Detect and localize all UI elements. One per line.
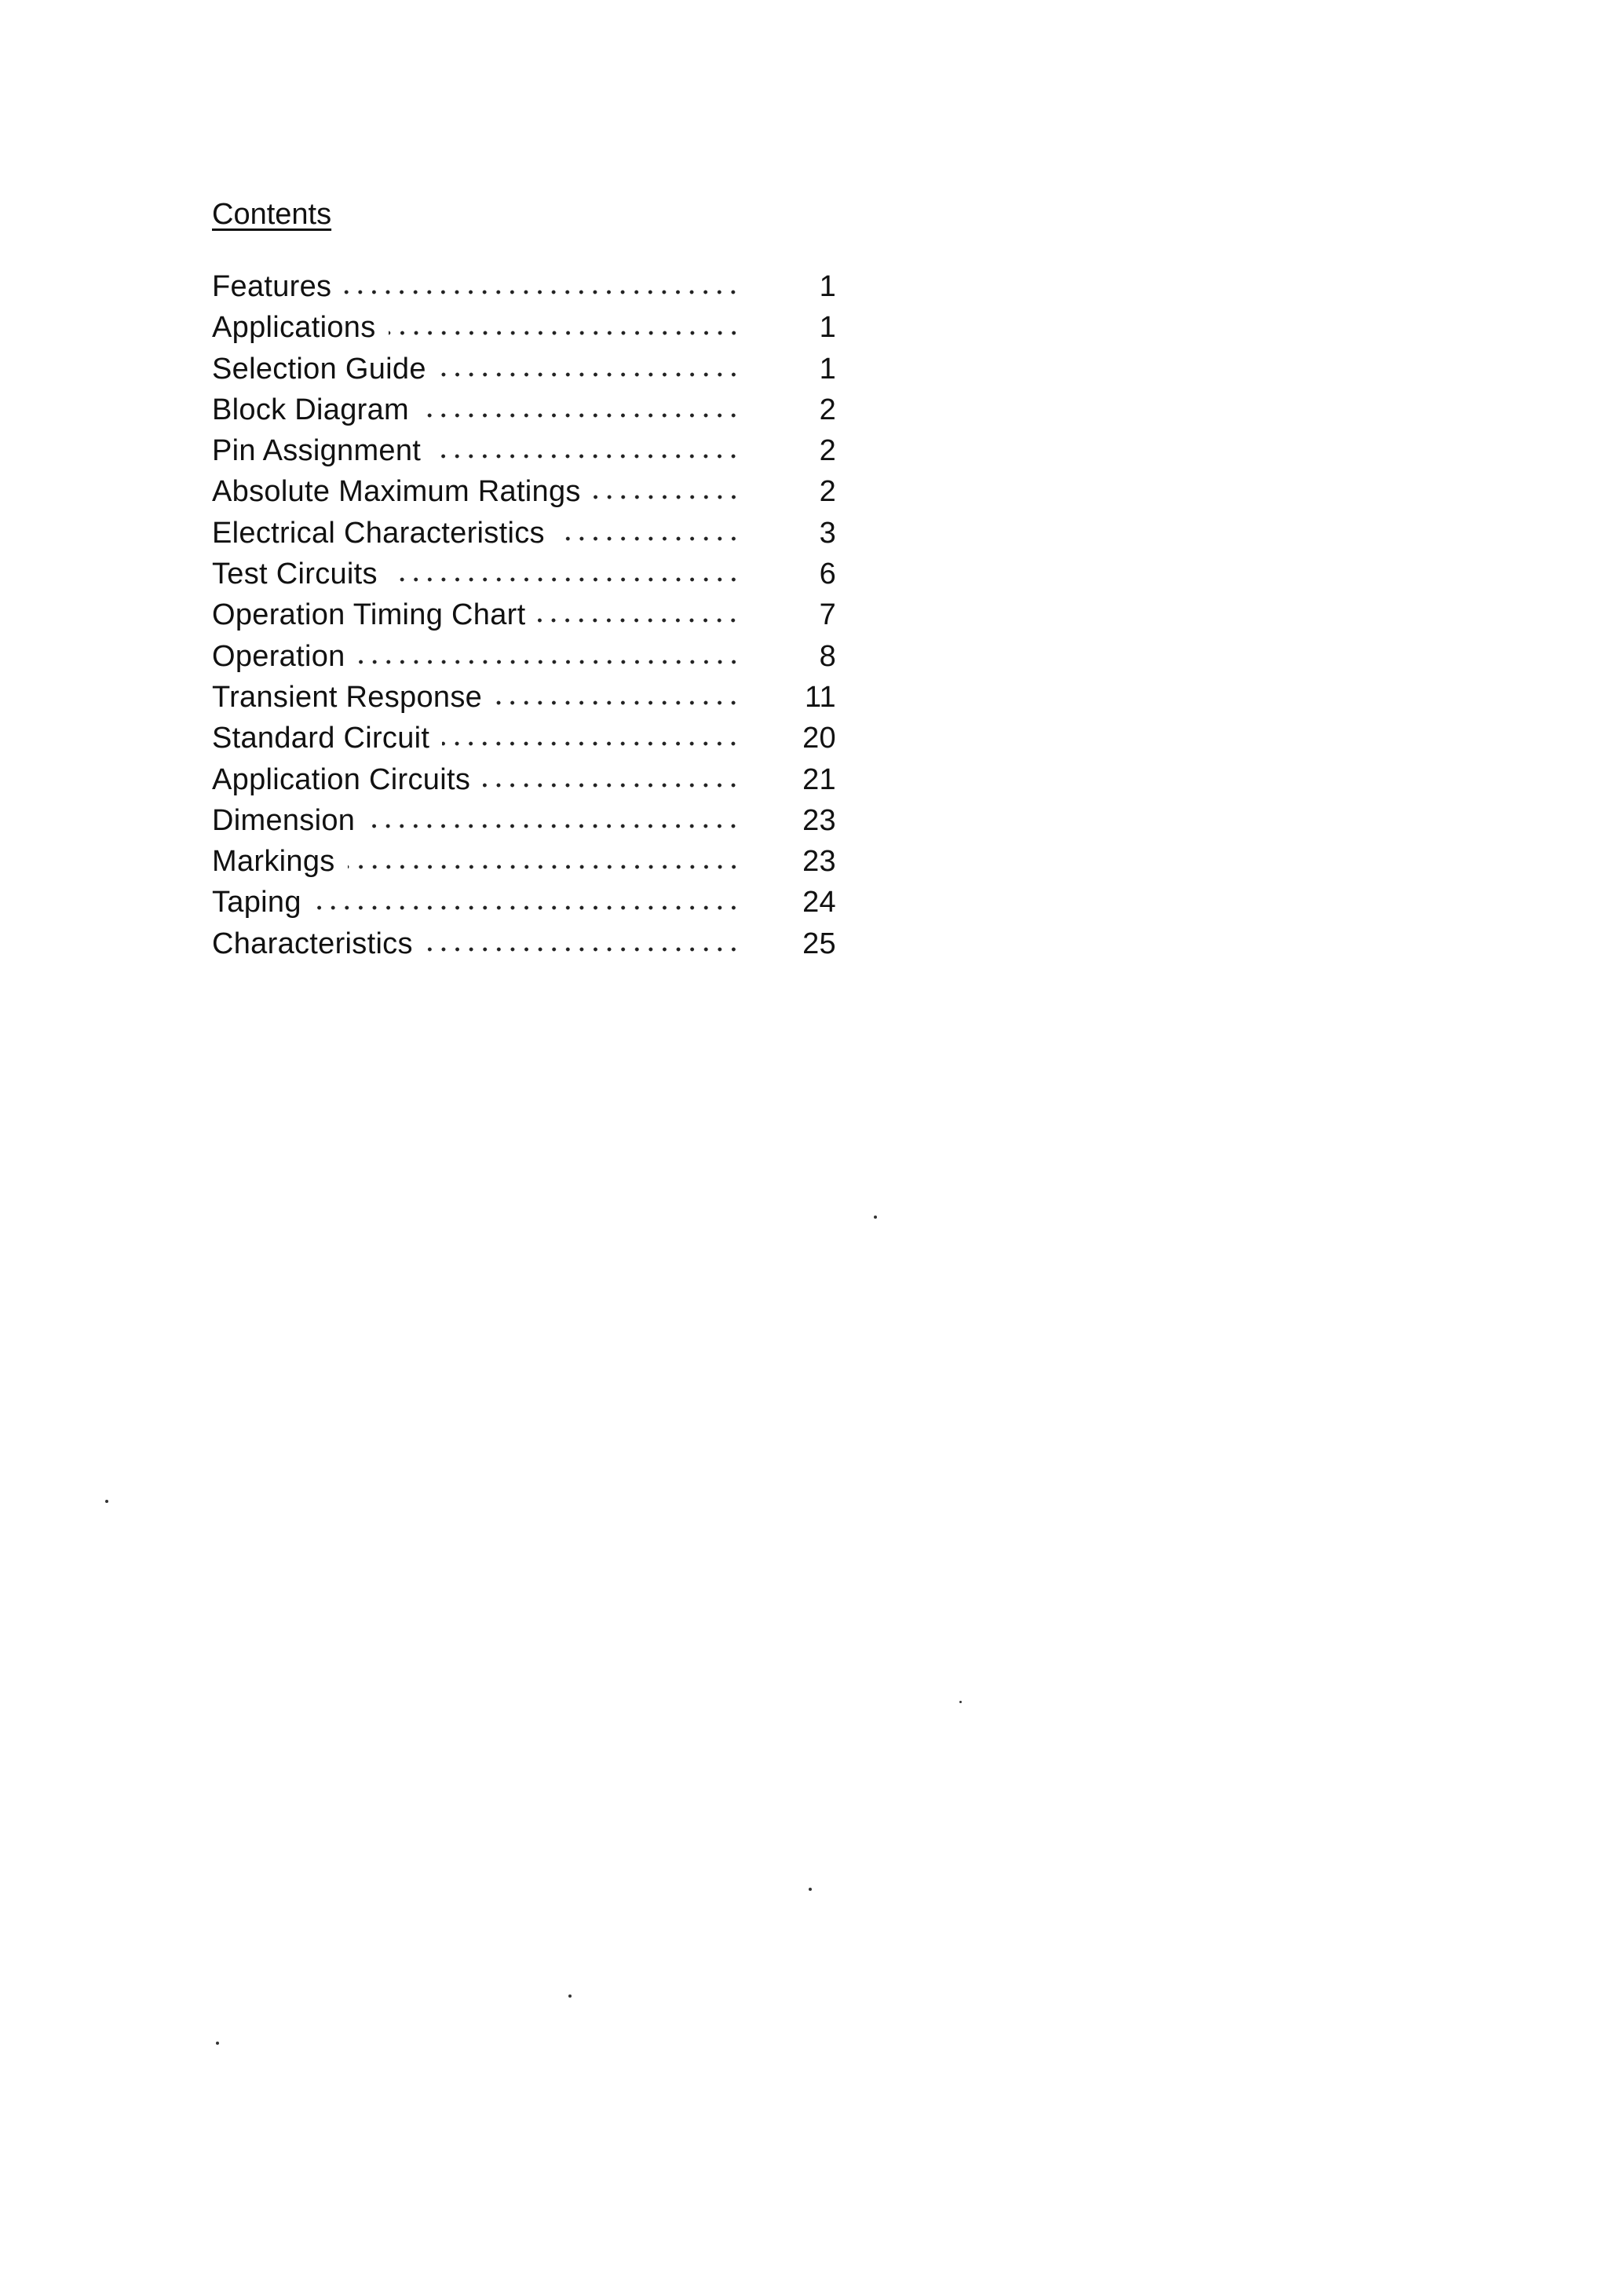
toc-entry-label: Test Circuits <box>212 558 378 591</box>
dot-leader <box>367 824 740 828</box>
toc-entry-label: Characteristics <box>212 927 413 960</box>
dot-leader <box>433 454 740 459</box>
toc-entry-label: Dimension <box>212 803 356 837</box>
dot-leader <box>439 372 740 377</box>
toc-entry <box>212 270 836 311</box>
toc-entry-label: Electrical Characteristics <box>212 516 545 550</box>
toc-entry-label: Operation Timing Chart <box>212 598 526 632</box>
dot-leader <box>483 783 740 788</box>
dot-leader <box>314 905 740 910</box>
dot-leader <box>389 331 741 335</box>
toc-entry-label: Operation <box>212 639 345 673</box>
toc-entry <box>212 558 836 598</box>
scan-speck <box>216 2042 219 2045</box>
toc-entry-page: 20 <box>802 722 836 755</box>
toc-entry-page: 1 <box>819 311 836 345</box>
toc-entry-label: Standard Circuit <box>212 722 430 755</box>
toc-entry-label: Transient Response <box>212 680 483 714</box>
dot-leader <box>442 741 740 746</box>
toc-entry-label: Features <box>212 270 332 303</box>
toc-entry-page: 24 <box>802 886 836 919</box>
toc-entry-label: Taping <box>212 886 301 919</box>
scan-speck <box>105 1500 108 1503</box>
toc-entry-page: 25 <box>802 927 836 960</box>
toc-entry <box>212 640 836 681</box>
toc-entry-label: Selection Guide <box>212 352 426 386</box>
dot-leader <box>390 577 740 582</box>
toc-entry <box>212 311 836 352</box>
dot-leader <box>344 290 740 294</box>
toc-entry <box>212 598 836 639</box>
toc-entry <box>212 434 836 475</box>
toc-entry-page: 1 <box>819 270 836 303</box>
scan-speck <box>568 1994 572 1998</box>
dot-leader <box>538 618 740 623</box>
toc-entry-label: Application Circuits <box>212 762 471 796</box>
scan-speck <box>959 1701 962 1703</box>
toc-entry <box>212 353 836 393</box>
toc-entry-page: 2 <box>819 434 836 468</box>
toc-entry-page: 2 <box>819 393 836 426</box>
toc-entry-page: 3 <box>819 516 836 550</box>
toc-entry <box>212 927 836 968</box>
toc-entry <box>212 393 836 434</box>
contents-heading: Contents <box>212 198 332 231</box>
scan-speck <box>874 1216 877 1219</box>
toc-entry <box>212 804 836 845</box>
toc-entry <box>212 517 836 558</box>
toc-entry-page: 21 <box>802 762 836 796</box>
toc-entry-label: Absolute Maximum Ratings <box>212 475 581 509</box>
toc-entry-label: Markings <box>212 845 335 879</box>
dot-leader <box>348 865 740 869</box>
toc-entry <box>212 886 836 927</box>
dot-leader <box>426 947 740 952</box>
toc-entry-label: Block Diagram <box>212 393 409 426</box>
table-of-contents <box>212 270 836 968</box>
toc-entry-page: 6 <box>819 558 836 591</box>
toc-entry <box>212 722 836 762</box>
toc-entry <box>212 763 836 804</box>
toc-entry <box>212 681 836 722</box>
dot-leader <box>422 413 740 418</box>
toc-entry-label: Pin Assignment <box>212 434 422 468</box>
dot-leader <box>594 495 740 499</box>
toc-entry-label: Applications <box>212 311 376 345</box>
toc-entry-page: 1 <box>819 352 836 386</box>
dot-leader <box>557 536 740 541</box>
toc-entry-page: 23 <box>802 845 836 879</box>
dot-leader <box>495 700 740 705</box>
toc-entry-page: 7 <box>819 598 836 632</box>
toc-entry-page: 23 <box>802 803 836 837</box>
toc-entry-page: 2 <box>819 475 836 509</box>
dot-leader <box>358 660 740 664</box>
toc-entry <box>212 475 836 516</box>
toc-entry-page: 11 <box>804 680 836 714</box>
scan-speck <box>809 1888 812 1891</box>
toc-entry-page: 8 <box>819 639 836 673</box>
toc-entry <box>212 845 836 886</box>
